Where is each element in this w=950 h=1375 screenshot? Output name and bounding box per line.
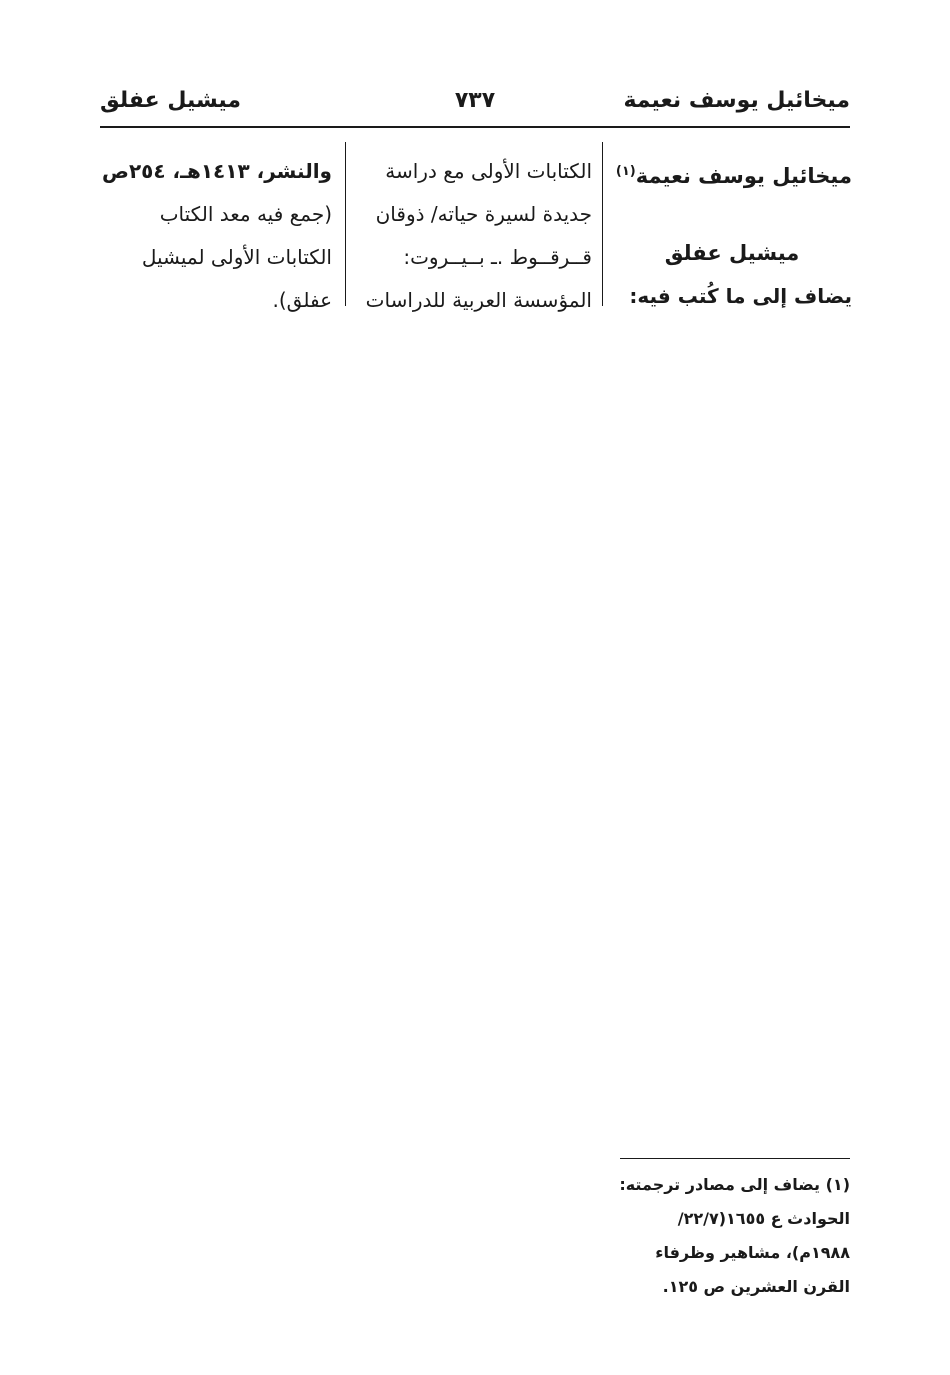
running-header — [100, 82, 850, 124]
left-column — [100, 150, 332, 322]
subject-heading: ميشيل عفلق — [664, 241, 800, 265]
left-line: الكتابات الأولى لميشيل — [141, 245, 332, 269]
footnote — [612, 1168, 850, 1304]
column-divider-right — [602, 142, 603, 306]
header-left-title: ميشيل عفلق — [100, 88, 241, 113]
middle-column — [358, 150, 592, 322]
column-divider-left — [345, 142, 346, 306]
intro-text: يضاف إلى ما كُتب فيه: — [629, 284, 852, 308]
right-column — [612, 150, 852, 318]
middle-line: المؤسسة العربية للدراسات — [365, 288, 592, 312]
entry-name-text: ميخائيل يوسف نعيمة — [635, 164, 852, 188]
left-line: عفلق). — [272, 288, 332, 312]
entry-name — [612, 150, 852, 198]
header-rule — [100, 126, 850, 128]
footnote-line: القرن العشرين ص ١٢٥. — [662, 1277, 850, 1296]
middle-line: جديدة لسيرة حياته/ ذوقان — [375, 202, 592, 226]
footnote-line: ١٩٨٨م)، مشاهير وظرفاء — [655, 1243, 850, 1262]
middle-line: قــرقــوط .ـ بــيــروت: — [403, 245, 592, 269]
left-line: (جمع فيه معد الكتاب — [159, 202, 332, 226]
footnote-line: (١) يضاف إلى مصادر ترجمته: — [619, 1175, 850, 1194]
footnote-rule — [620, 1158, 850, 1159]
middle-line: الكتابات الأولى مع دراسة — [385, 159, 592, 183]
footnote-marker: (١) — [615, 164, 636, 179]
left-line: والنشر، ١٤١٣هـ، ٢٥٤ص — [102, 159, 332, 183]
header-right-title: ميخائيل يوسف نعيمة — [623, 88, 850, 113]
footnote-line: الحوادث ع ١٦٥٥(٢٢/٧/ — [677, 1209, 850, 1228]
page-number: ٧٣٧ — [454, 88, 496, 113]
